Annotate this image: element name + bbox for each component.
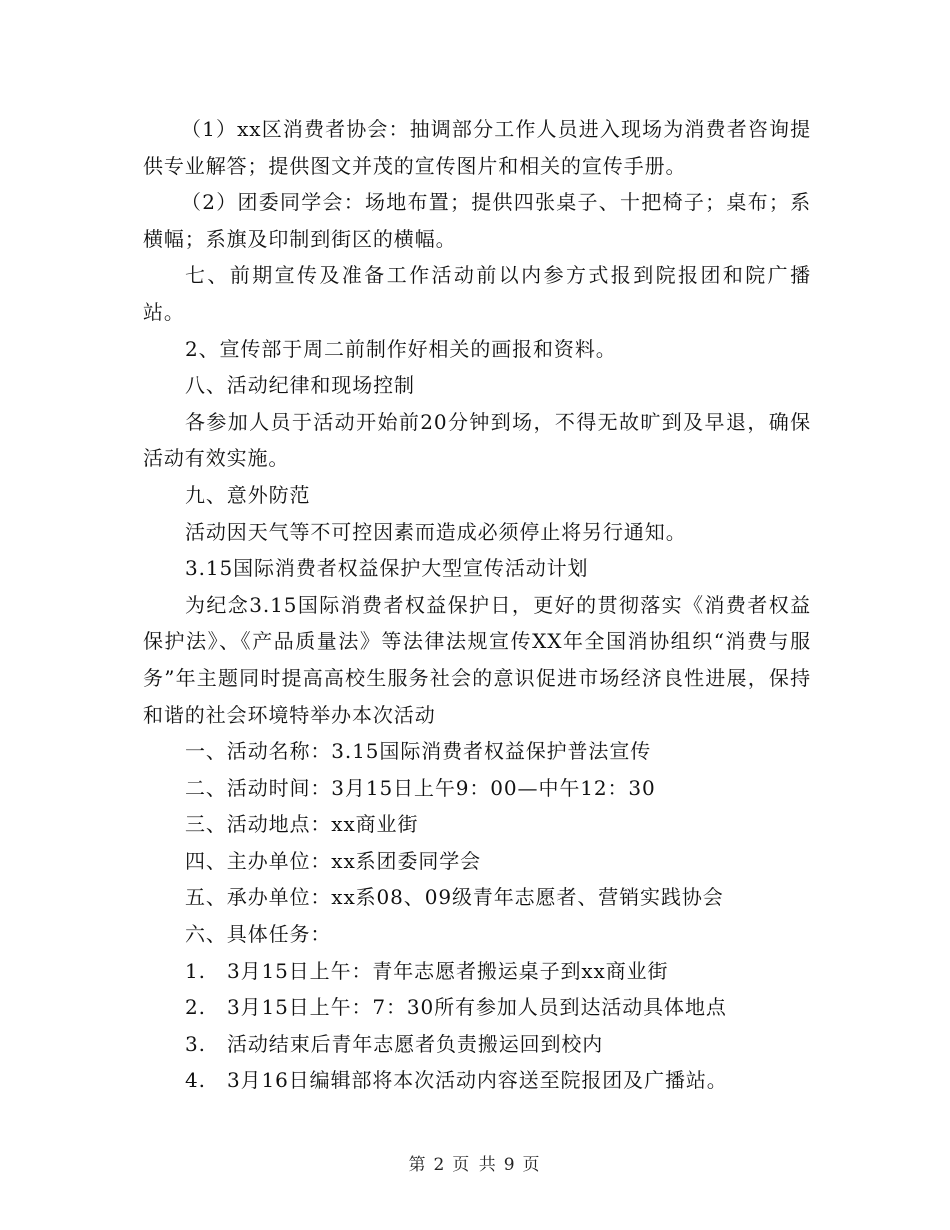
task-list	[143, 953, 811, 1099]
list-item-number: 3.	[185, 1031, 206, 1056]
list-item	[143, 953, 811, 990]
paragraph-discipline: 各参加人员于活动开始前20分钟到场，不得无故旷到及早退，确保活动有效实施。	[143, 409, 811, 471]
list-item-number: 2.	[185, 995, 206, 1020]
footer-middle: 页 共	[452, 1155, 498, 1175]
list-item	[143, 989, 811, 1026]
list-item-text: 3月15日上午：青年志愿者搬运桌子到xx商业街	[227, 958, 669, 983]
heading-section-eight: 八、活动纪律和现场控制	[185, 373, 415, 398]
paragraph-weather: 活动因天气等不可控因素而造成必须停止将另行通知。	[185, 519, 687, 544]
page-footer	[0, 1150, 950, 1175]
footer-suffix: 页	[522, 1155, 542, 1175]
list-item	[143, 1062, 811, 1099]
heading-plan-title: 3.15国际消费者权益保护大型宣传活动计划	[185, 556, 589, 581]
paragraph-section-seven: 七、前期宣传及准备工作活动前以内参方式报到院报团和院广播站。	[143, 263, 811, 324]
paragraph-plan-intro: 为纪念3.15国际消费者权益保护日，更好的贯彻落实《消费者权益保护法》、《产品质量法》等法律法规宣传XX年全国消协组织“消费与服务”年主题同时提高高校生服务社会的意识促进市场经济良性进展，保持和谐的社会环境特举办本次活动	[143, 592, 811, 727]
paragraph-consumer-association: （1）xx区消费者协会：抽调部分工作人员进入现场为消费者咨询提供专业解答；提供图文并茂的宣传图片和相关的宣传手册。	[143, 117, 811, 178]
footer-page-number: 2	[433, 1155, 447, 1175]
heading-specific-tasks: 六、具体任务：	[185, 922, 332, 947]
paragraph-youth-league: （2）团委同学会：场地布置；提供四张桌子、十把椅子；桌布；系横幅；系旗及印制到街区的横幅。	[143, 190, 811, 251]
paragraph-publicity-dept: 2、宣传部于周二前制作好相关的画报和资料。	[185, 336, 617, 361]
item-activity-name: 一、活动名称：3.15国际消费者权益保护普法宣传	[185, 739, 652, 764]
item-activity-location: 三、活动地点：xx商业街	[185, 812, 419, 837]
footer-total-pages: 9	[503, 1155, 517, 1175]
heading-section-nine: 九、意外防范	[185, 482, 311, 507]
item-co-organizer: 五、承办单位：xx系08、09级青年志愿者、营销实践协会	[185, 885, 724, 910]
document-body	[143, 111, 811, 1099]
list-item-text: 3月15日上午：7：30所有参加人员到达活动具体地点	[227, 995, 727, 1020]
list-item-number: 1.	[185, 958, 206, 983]
list-item-number: 4.	[185, 1068, 206, 1093]
item-activity-time: 二、活动时间：3月15日上午9：00—中午12：30	[185, 775, 656, 800]
list-item-text: 活动结束后青年志愿者负责搬运回到校内	[227, 1031, 604, 1056]
footer-prefix: 第	[408, 1155, 428, 1175]
list-item	[143, 1026, 811, 1063]
item-organizer: 四、主办单位：xx系团委同学会	[185, 848, 482, 873]
list-item-text: 3月16日编辑部将本次活动内容送至院报团及广播站。	[227, 1068, 728, 1093]
